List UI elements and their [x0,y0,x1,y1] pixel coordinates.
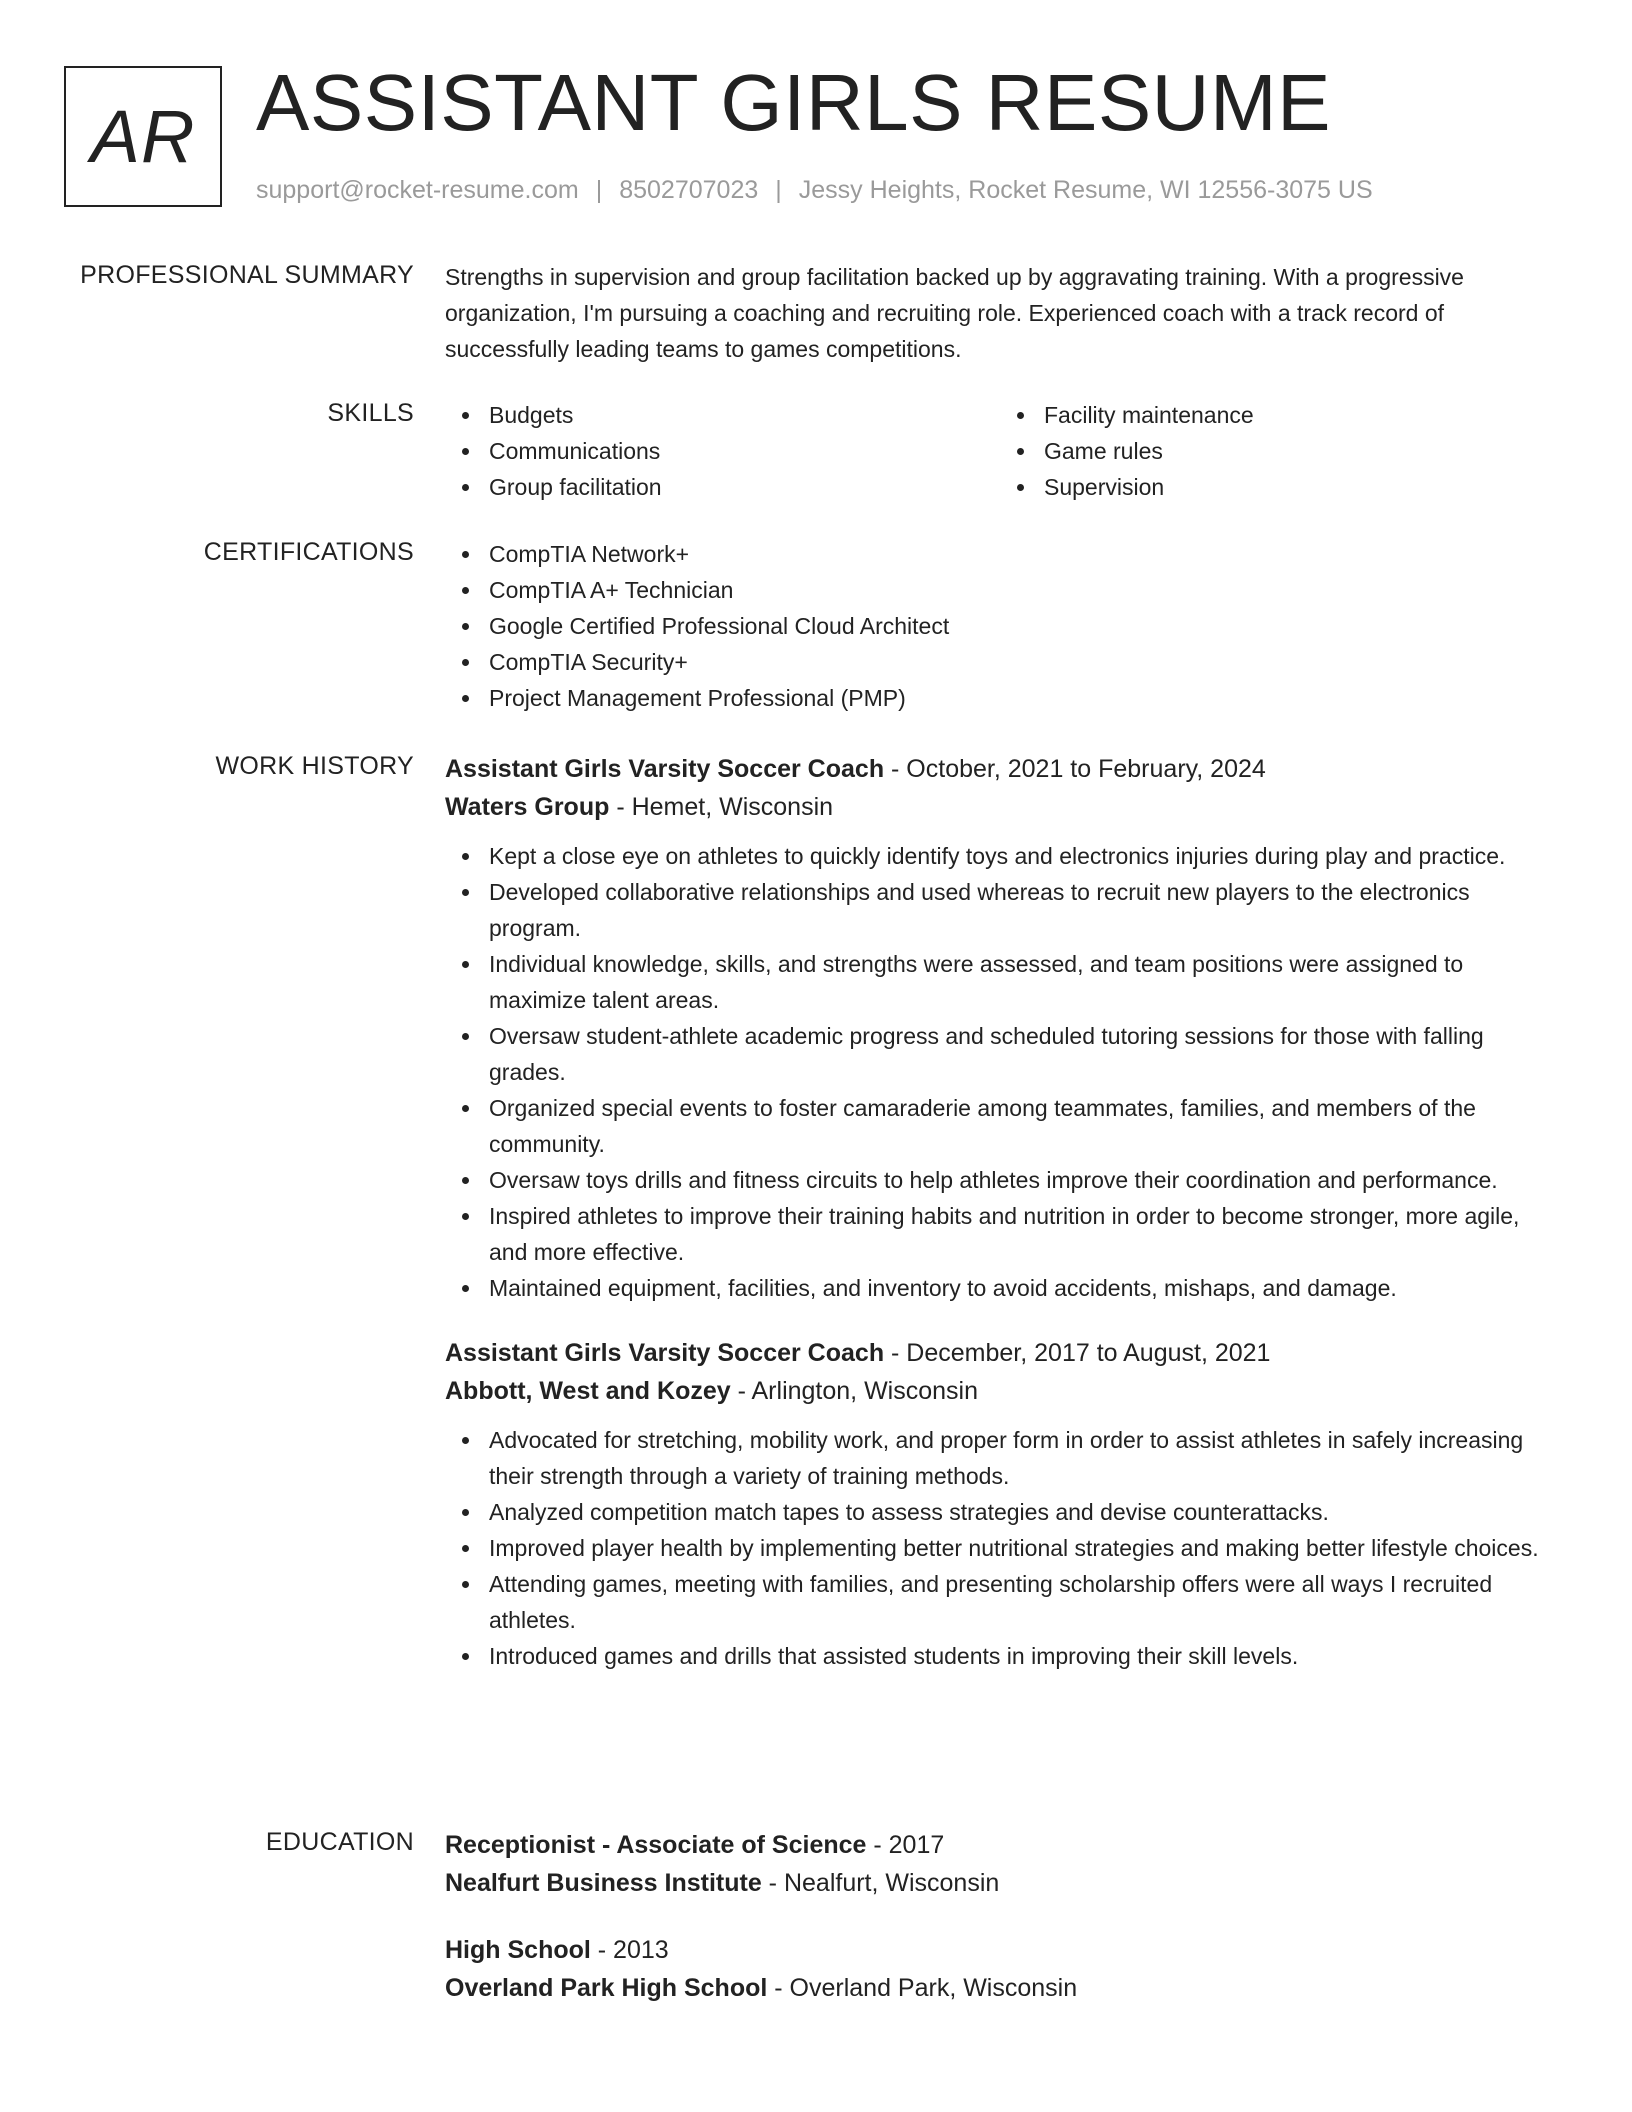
resume-title: ASSISTANT GIRLS RESUME [256,58,1331,147]
job-bullet: Developed collaborative relationships and used whereas to recruit new players to the electronics program. [489,874,1555,946]
certification-item: CompTIA Network+ [489,536,1555,572]
job-title: Assistant Girls Varsity Soccer Coach [445,1339,885,1367]
job-location: - Hemet, Wisconsin [609,793,834,821]
summary-text: Strengths in supervision and group facilitation backed up by aggravating training. With a progressive organization, I'm pursuing a coaching and recruiting role. Experienced coach with a track record of successfully leading teams to games competitions. [445,264,1464,362]
certification-item: Project Management Professional (PMP) [489,680,1555,716]
monogram-box [64,66,222,207]
skill-item: Communications [489,433,1000,469]
education-school-line [445,1864,1555,1902]
work-body [445,750,1555,1674]
job-bullet: Attending games, meeting with families, and presenting scholarship offers were all ways I recruited athletes. [489,1566,1555,1638]
education-entry [445,1931,1555,2007]
job-title: Assistant Girls Varsity Soccer Coach [445,755,885,783]
job-bullet: Individual knowledge, skills, and strengths were assessed, and team positions were assigned to maximize talent areas. [489,946,1555,1018]
education-school: Nealfurt Business Institute [445,1869,762,1897]
job-entry [445,750,1555,1306]
job-bullet: Organized special events to foster camaraderie among teammates, families, and members of the community. [489,1090,1555,1162]
job-company-line [445,1372,1555,1410]
skill-item: Facility maintenance [1044,397,1555,433]
education-year: - 2013 [590,1936,669,1964]
skill-item: Game rules [1044,433,1555,469]
job-title-line [445,1334,1555,1372]
job-bullet: Oversaw student-athlete academic progress and scheduled tutoring sessions for those with falling grades. [489,1018,1555,1090]
education-location: - Nealfurt, Wisconsin [761,1869,1000,1897]
contact-phone[interactable]: 8502707023 [619,176,759,204]
contact-address: Jessy Heights, Rocket Resume, WI 12556-3075 US [798,176,1373,204]
section-label-certifications: CERTIFICATIONS [203,538,414,566]
certifications-body [445,536,1555,716]
section-label-education: EDUCATION [265,1828,414,1856]
job-entry [445,1334,1555,1674]
job-bullet: Inspired athletes to improve their training habits and nutrition in order to become stronger, more agile, and more effective. [489,1198,1555,1270]
job-bullets [445,1422,1555,1674]
skills-column-2 [1000,397,1555,505]
job-bullet: Analyzed competition match tapes to assess strategies and devise counterattacks. [489,1494,1555,1530]
job-bullet: Oversaw toys drills and fitness circuits to help athletes improve their coordination and performance. [489,1162,1555,1198]
skills-body [445,397,1555,505]
job-company: Abbott, West and Kozey [445,1377,731,1405]
education-entry [445,1826,1555,1902]
job-bullets [445,838,1555,1306]
job-title-line [445,750,1555,788]
skill-item: Supervision [1044,469,1555,505]
job-dates: - October, 2021 to February, 2024 [884,755,1266,783]
education-degree-line [445,1931,1555,1969]
education-year: - 2017 [866,1831,945,1859]
education-degree: Receptionist - Associate of Science [445,1831,867,1859]
certifications-list [445,536,1555,716]
job-bullet: Kept a close eye on athletes to quickly identify toys and electronics injuries during play and practice. [489,838,1555,874]
job-location: - Arlington, Wisconsin [730,1377,978,1405]
section-label-skills: SKILLS [327,399,414,427]
skills-column-1 [445,397,1000,505]
contact-email[interactable]: support@rocket-resume.com [256,176,579,204]
certification-item: CompTIA Security+ [489,644,1555,680]
job-bullet: Improved player health by implementing better nutritional strategies and making better lifestyle choices. [489,1530,1555,1566]
job-bullet: Advocated for stretching, mobility work, and proper form in order to assist athletes in safely increasing their strength through a variety of training methods. [489,1422,1555,1494]
education-degree: High School [445,1936,591,1964]
certification-item: CompTIA A+ Technician [489,572,1555,608]
contact-separator: | [775,176,782,204]
contact-line [256,174,1373,206]
education-location: - Overland Park, Wisconsin [767,1974,1078,2002]
monogram-initials: AR [90,95,196,178]
contact-separator: | [595,176,603,204]
skill-item: Budgets [489,397,1000,433]
job-company-line [445,788,1555,826]
skill-item: Group facilitation [489,469,1000,505]
section-label-summary: PROFESSIONAL SUMMARY [80,261,414,289]
job-bullet: Maintained equipment, facilities, and inventory to avoid accidents, mishaps, and damage. [489,1270,1555,1306]
section-label-work: WORK HISTORY [215,752,414,780]
job-dates: - December, 2017 to August, 2021 [884,1339,1271,1367]
job-bullet: Introduced games and drills that assisted students in improving their skill levels. [489,1638,1555,1674]
education-degree-line [445,1826,1555,1864]
education-school: Overland Park High School [445,1974,768,2002]
education-school-line [445,1969,1555,2007]
job-company: Waters Group [445,793,610,821]
summary-body [445,259,1555,367]
education-body [445,1826,1555,2007]
certification-item: Google Certified Professional Cloud Architect [489,608,1555,644]
